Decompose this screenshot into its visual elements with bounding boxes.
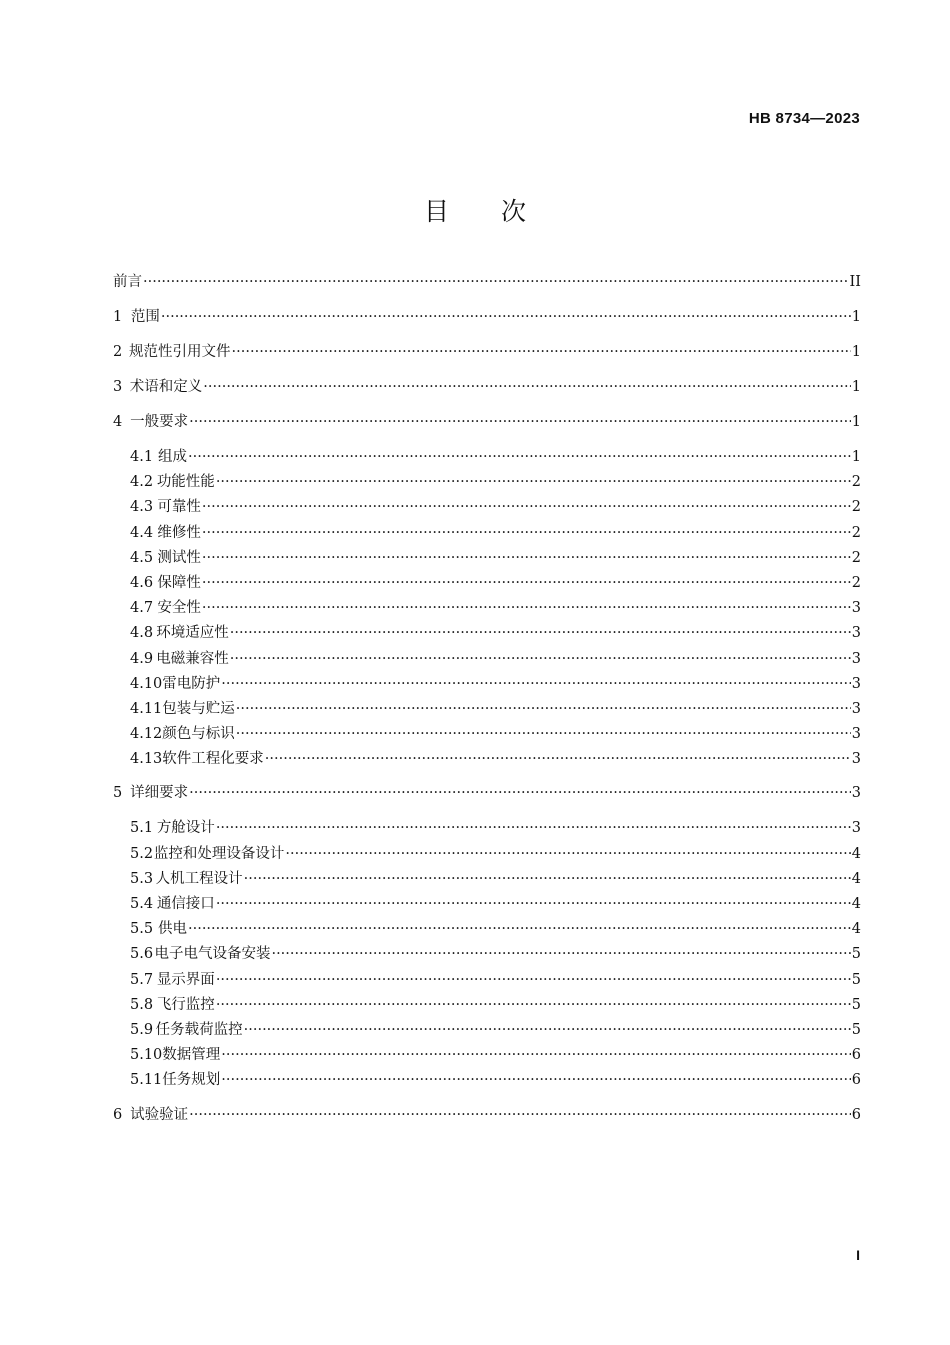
toc-entry-number: 1: [113, 309, 123, 325]
toc-entry-number: 5.3: [130, 870, 154, 887]
toc-entry-page: 3: [851, 751, 861, 768]
toc-entry-page: 1: [851, 344, 861, 360]
toc-entry-label: 通信接口: [156, 896, 215, 912]
dot-leader: [236, 726, 851, 742]
toc-entry-label: 雷电防护: [162, 675, 221, 692]
toc-entry-page: 6: [851, 1047, 861, 1064]
toc-entry-number: 4.3: [130, 499, 154, 516]
page-number: I: [856, 1247, 860, 1263]
toc-entry-number: 5.4: [130, 896, 154, 912]
toc-entry-page: 3: [851, 700, 861, 717]
toc-entry-label: 术语和定义: [129, 379, 203, 395]
toc-entry-label: 人机工程设计: [155, 870, 243, 887]
toc-entry-page: 4: [851, 896, 861, 912]
toc-entry-label: 范围: [130, 309, 160, 325]
toc-entry-number: 5.11: [130, 1072, 163, 1089]
toc-entry-page: 2: [851, 524, 861, 541]
dot-leader: [188, 449, 851, 465]
toc-subentry[interactable]: [113, 470, 861, 495]
toc-entry-label: 规范性引用文件: [129, 344, 231, 360]
toc-entry-number: 4.1: [130, 449, 154, 465]
toc-entry-number: 4.4: [130, 524, 154, 541]
toc-entry-page: 3: [851, 650, 861, 667]
toc-entry-page: 1: [851, 379, 861, 395]
dot-leader: [202, 550, 851, 566]
dot-leader: [189, 1107, 851, 1123]
toc-entry-number: 2: [113, 344, 123, 360]
dot-leader: [221, 1072, 850, 1088]
dot-leader: [189, 414, 851, 430]
toc-entry-page: 4: [851, 845, 861, 862]
dot-leader: [221, 1047, 850, 1063]
toc-entry-number: 6: [113, 1106, 123, 1123]
toc-subentry[interactable]: [113, 1043, 861, 1068]
toc-subentry[interactable]: [113, 596, 861, 621]
toc-subentry[interactable]: [113, 647, 861, 672]
toc-entry-number: 3: [113, 379, 123, 395]
toc-entry-page: II: [849, 274, 861, 290]
toc-entry-label: 前言: [113, 274, 142, 290]
dot-leader: [236, 701, 851, 717]
toc-entry-number: 4.6: [130, 574, 154, 591]
toc-entry-page: 1: [851, 414, 861, 430]
dot-leader: [230, 651, 851, 667]
toc-entry-label: 详细要求: [130, 785, 189, 802]
toc-subentry[interactable]: [113, 495, 861, 520]
toc-entry-page: 5: [851, 1021, 861, 1038]
toc-entry-page: 3: [851, 675, 861, 692]
toc-entry[interactable]: [113, 270, 861, 296]
dot-leader: [189, 785, 851, 801]
toc-entry-label: 飞行监控: [156, 996, 215, 1013]
toc-entry-label: 软件工程化要求: [162, 751, 264, 768]
toc-entry[interactable]: [113, 375, 861, 401]
dot-leader: [202, 525, 851, 541]
toc-entry-label: 组成: [158, 449, 187, 465]
toc-subentry[interactable]: [113, 867, 861, 892]
toc-title: 目次: [423, 197, 578, 226]
toc-entry-number: 4.10: [130, 675, 163, 692]
toc-entry-number: 5: [113, 785, 123, 802]
toc-entry-label: 一般要求: [130, 414, 189, 430]
toc-entry-label: 保障性: [157, 574, 201, 591]
toc-entry-label: 可靠性: [157, 499, 201, 516]
toc-entry-number: 4.8: [130, 625, 154, 642]
toc-subentry[interactable]: [113, 993, 861, 1018]
toc-entry[interactable]: [113, 340, 861, 366]
toc-entry-page: 3: [851, 785, 861, 802]
toc-subentry[interactable]: [113, 621, 861, 646]
toc-subentry[interactable]: [113, 571, 861, 596]
toc-subentry[interactable]: [113, 917, 861, 942]
dot-leader: [143, 274, 849, 290]
dot-leader: [216, 474, 851, 490]
toc-entry-page: 3: [851, 600, 861, 617]
toc-subentry[interactable]: [113, 521, 861, 546]
toc-entry-page: 1: [851, 449, 861, 465]
toc-entry-number: 5.2: [130, 845, 154, 862]
dot-leader: [285, 846, 850, 862]
toc-entry[interactable]: [113, 305, 861, 331]
toc-entry-label: 数据管理: [162, 1047, 221, 1064]
toc-entry-page: 1: [851, 309, 861, 325]
toc-subentry[interactable]: [113, 968, 861, 993]
toc-entry-number: 4.9: [130, 650, 154, 667]
toc-entry-page: 2: [851, 574, 861, 591]
toc-entry-number: 5.1: [130, 820, 154, 837]
toc-entry-page: 6: [851, 1072, 861, 1089]
toc-entry-label: 维修性: [157, 524, 201, 541]
toc-entry-label: 功能性能: [156, 474, 215, 491]
toc-entry-label: 包装与贮运: [162, 700, 235, 717]
dot-leader: [202, 499, 851, 515]
toc-entry-number: 5.5: [130, 921, 154, 938]
toc-entry-page: 4: [851, 870, 861, 887]
toc-entry-label: 显示界面: [156, 971, 215, 988]
toc-subentry[interactable]: [113, 816, 861, 841]
toc-entry-number: 5.8: [130, 996, 154, 1013]
dot-leader: [202, 600, 851, 616]
toc-entry-number: 4.11: [130, 700, 163, 717]
dot-leader: [216, 896, 851, 912]
toc-entry-number: 4.2: [130, 474, 154, 491]
toc-subentry[interactable]: [113, 842, 861, 867]
toc-subentry[interactable]: [113, 672, 861, 697]
dot-leader: [271, 946, 850, 962]
toc-entry-page: 2: [851, 549, 861, 566]
toc-entry-page: 3: [851, 625, 861, 642]
toc-subentry[interactable]: [113, 722, 861, 747]
toc-entry-page: 5: [851, 971, 861, 988]
toc-entry-label: 环境适应性: [156, 625, 229, 642]
toc-subentry[interactable]: [113, 445, 861, 470]
toc-entry-label: 颜色与标识: [162, 726, 235, 743]
toc-entry-label: 安全性: [157, 600, 201, 617]
toc-entry[interactable]: [113, 1103, 861, 1129]
toc-entry-label: 监控和处理设备设计: [153, 845, 285, 862]
toc-entry-number: 5.9: [130, 1021, 154, 1038]
toc-subentry[interactable]: [113, 892, 861, 917]
toc-entry-page: 5: [851, 996, 861, 1013]
toc-entry-number: 4.13: [130, 751, 163, 768]
toc-entry-label: 任务载荷监控: [155, 1021, 243, 1038]
dot-leader: [230, 625, 851, 641]
dot-leader: [188, 921, 851, 937]
toc-entry-number: 4: [113, 414, 123, 430]
dot-leader: [216, 972, 851, 988]
toc-entry[interactable]: [113, 410, 861, 436]
toc-entry-label: 电磁兼容性: [156, 650, 229, 667]
toc-entry-page: 2: [851, 474, 861, 491]
toc-entry-label: 试验验证: [130, 1106, 189, 1123]
toc-entry-page: 5: [851, 946, 861, 963]
dot-leader: [244, 1022, 851, 1038]
table-of-contents: [113, 270, 861, 1129]
toc-subentry[interactable]: [113, 1018, 861, 1043]
dot-leader: [265, 751, 851, 767]
dot-leader: [221, 676, 850, 692]
toc-entry-page: 3: [851, 820, 861, 837]
toc-subentry[interactable]: [113, 1068, 861, 1093]
toc-subentry[interactable]: [113, 697, 861, 722]
toc-entry[interactable]: [113, 781, 861, 807]
document-code: HB 8734—2023: [748, 110, 860, 127]
toc-entry-label: 任务规划: [162, 1072, 221, 1089]
toc-entry-page: 2: [851, 499, 861, 516]
toc-entry-label: 电子电气设备安装: [154, 946, 271, 963]
dot-leader: [202, 575, 851, 591]
toc-entry-number: 5.6: [130, 946, 154, 963]
toc-entry-page: 3: [851, 726, 861, 743]
toc-subentry[interactable]: [113, 747, 861, 772]
toc-entry-page: 4: [851, 921, 861, 938]
toc-entry-number: 4.7: [130, 600, 154, 617]
dot-leader: [161, 309, 851, 325]
toc-subentry[interactable]: [113, 942, 861, 967]
toc-entry-number: 4.5: [130, 549, 154, 566]
toc-entry-number: 5.7: [130, 971, 154, 988]
dot-leader: [216, 997, 851, 1013]
dot-leader: [244, 871, 851, 887]
dot-leader: [203, 379, 850, 395]
toc-entry-label: 方舱设计: [156, 820, 215, 837]
toc-entry-label: 供电: [158, 921, 187, 938]
toc-entry-number: 5.10: [130, 1047, 163, 1064]
toc-entry-number: 4.12: [130, 726, 163, 743]
dot-leader: [216, 820, 851, 836]
toc-entry-page: 6: [851, 1106, 861, 1123]
toc-subentry[interactable]: [113, 546, 861, 571]
toc-entry-label: 测试性: [157, 549, 201, 566]
dot-leader: [232, 344, 851, 360]
